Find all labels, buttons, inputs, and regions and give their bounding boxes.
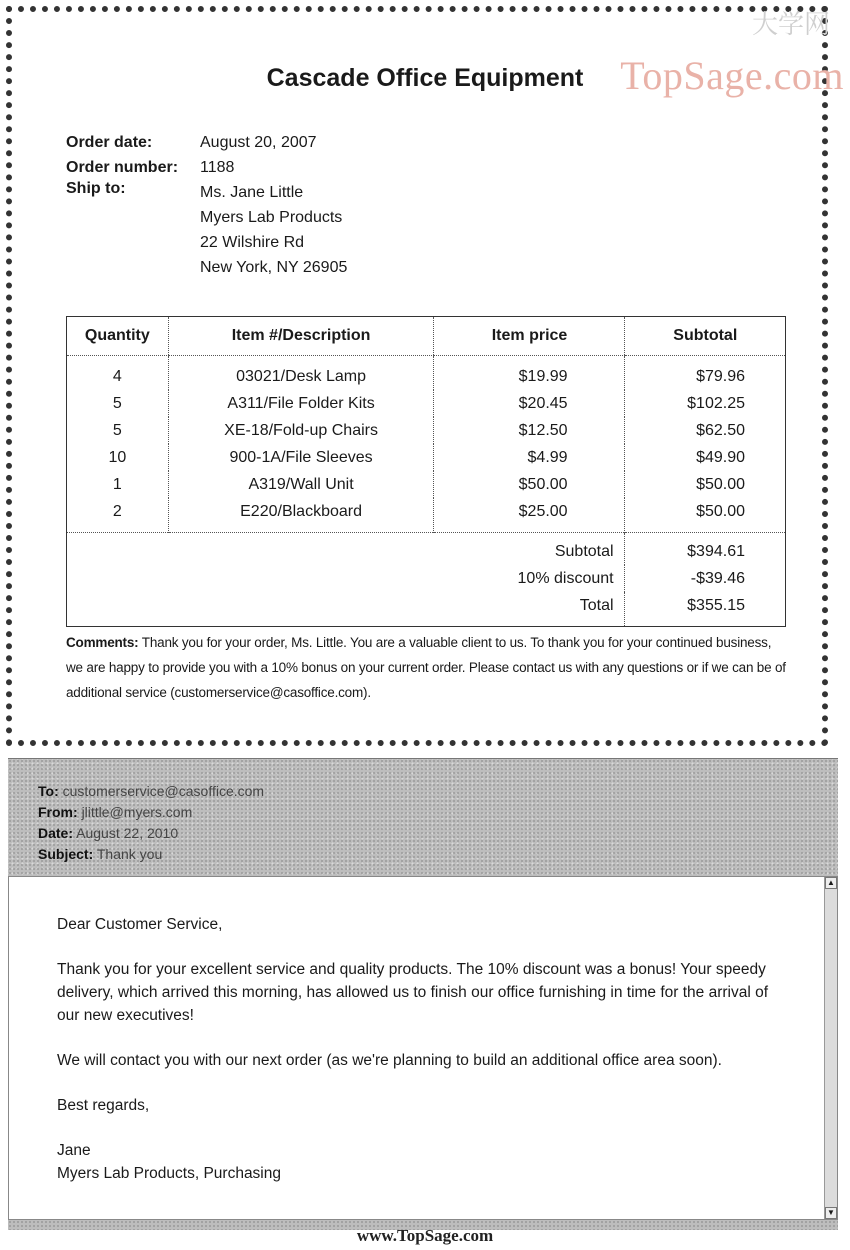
ship-to-label: Ship to:	[66, 180, 126, 197]
comments-label: Comments:	[66, 635, 139, 650]
item-quantity: 5	[112, 421, 122, 439]
email-signature-company: Myers Lab Products, Purchasing	[57, 1165, 281, 1182]
item-subtotal: $102.25	[624, 390, 785, 417]
email-to: customerservice@casoffice.com	[62, 783, 265, 799]
item-subtotal: $49.90	[624, 444, 785, 471]
order-date: August 20, 2007	[200, 133, 317, 151]
comments-block	[66, 630, 786, 705]
item-quantity: 10	[108, 448, 127, 466]
table-row	[67, 356, 786, 391]
comments-text: Thank you for your order, Ms. Little. You are a valuable client to us. To thank you for your continued business, we are happy to provide you with a 10% bonus on your current order. Please contact us with any questions or if we can be of additional service (customerservice@casoffice.com).	[66, 635, 786, 700]
scroll-up-icon[interactable]: ▲	[825, 877, 837, 889]
scroll-down-icon[interactable]: ▼	[825, 1207, 837, 1219]
email-body	[8, 876, 838, 1220]
order-meta	[66, 130, 348, 276]
table-row	[67, 390, 786, 417]
table-row	[67, 498, 786, 533]
ship-to-address	[200, 180, 347, 280]
item-quantity: 4	[112, 367, 122, 385]
ship-to-line: 22 Wilshire Rd	[200, 234, 305, 251]
order-number-label: Order number:	[66, 158, 179, 176]
ship-to-line: Ms. Jane Little	[200, 184, 304, 201]
footer-url: www.TopSage.com	[356, 1226, 494, 1245]
email-date-label: Date:	[38, 825, 74, 841]
table-row	[67, 417, 786, 444]
order-number: 1188	[200, 158, 235, 176]
email-date: August 22, 2010	[76, 825, 179, 841]
email-header	[8, 758, 838, 877]
email-from-label: From:	[38, 804, 78, 820]
item-subtotal: $79.96	[624, 356, 785, 391]
header-quantity: Quantity	[67, 317, 169, 356]
item-subtotal: $50.00	[624, 498, 785, 533]
totals-value: $355.15	[624, 592, 785, 627]
header-subtotal: Subtotal	[624, 317, 785, 356]
item-price: $4.99	[434, 444, 624, 471]
totals-row	[67, 565, 786, 592]
ship-to-line: New York, NY 26905	[200, 259, 348, 276]
item-description: A319/Wall Unit	[168, 471, 434, 498]
item-description: XE-18/Fold-up Chairs	[168, 417, 434, 444]
order-items-table	[66, 316, 786, 627]
table-header-row	[67, 317, 786, 356]
totals-value: $394.61	[624, 533, 785, 566]
totals-row	[67, 592, 786, 627]
table-row	[67, 471, 786, 498]
item-description: E220/Blackboard	[168, 498, 434, 533]
item-price: $19.99	[434, 356, 624, 391]
item-quantity: 5	[112, 394, 122, 412]
item-quantity: 1	[112, 475, 122, 493]
email-to-label: To:	[38, 783, 59, 799]
item-price: $50.00	[434, 471, 624, 498]
table-row	[67, 444, 786, 471]
item-price: $12.50	[434, 417, 624, 444]
order-date-label: Order date:	[66, 133, 153, 151]
item-description: 03021/Desk Lamp	[168, 356, 434, 391]
email-scrollbar[interactable]	[824, 877, 837, 1219]
totals-label: 10% discount	[517, 569, 614, 587]
totals-label: Total	[579, 596, 614, 614]
totals-value: -$39.46	[624, 565, 785, 592]
watermark-cn: 大学网	[751, 10, 830, 40]
item-description: A311/File Folder Kits	[168, 390, 434, 417]
item-price: $25.00	[434, 498, 624, 533]
email-paragraph: We will contact you with our next order (as we're planning to build an additional office area soon).	[57, 1052, 722, 1069]
item-price: $20.45	[434, 390, 624, 417]
email-closing: Best regards,	[57, 1097, 150, 1114]
item-subtotal: $62.50	[624, 417, 785, 444]
email-signature-name: Jane	[57, 1142, 91, 1159]
watermark-brand: TopSage.com	[620, 53, 844, 98]
totals-label: Subtotal	[67, 533, 625, 566]
email-greeting: Dear Customer Service,	[57, 916, 223, 933]
item-subtotal: $50.00	[624, 471, 785, 498]
email-paragraph: Thank you for your excellent service and quality products. The 10% discount was a bonus! Your speedy delivery, which arrived this morning, has allowed us to finish our office furnishing in time for the arrival of our new executives!	[57, 961, 769, 1024]
item-quantity: 2	[112, 502, 122, 520]
header-item-price: Item price	[434, 317, 624, 356]
totals-row	[67, 533, 786, 566]
ship-to-line: Myers Lab Products	[200, 209, 343, 226]
email-subject-label: Subject:	[38, 846, 94, 862]
company-title: Cascade Office Equipment	[266, 64, 584, 92]
email-subject: Thank you	[96, 846, 163, 862]
email-from: jlittle@myers.com	[81, 804, 193, 820]
item-description: 900-1A/File Sleeves	[168, 444, 434, 471]
header-description: Item #/Description	[168, 317, 434, 356]
